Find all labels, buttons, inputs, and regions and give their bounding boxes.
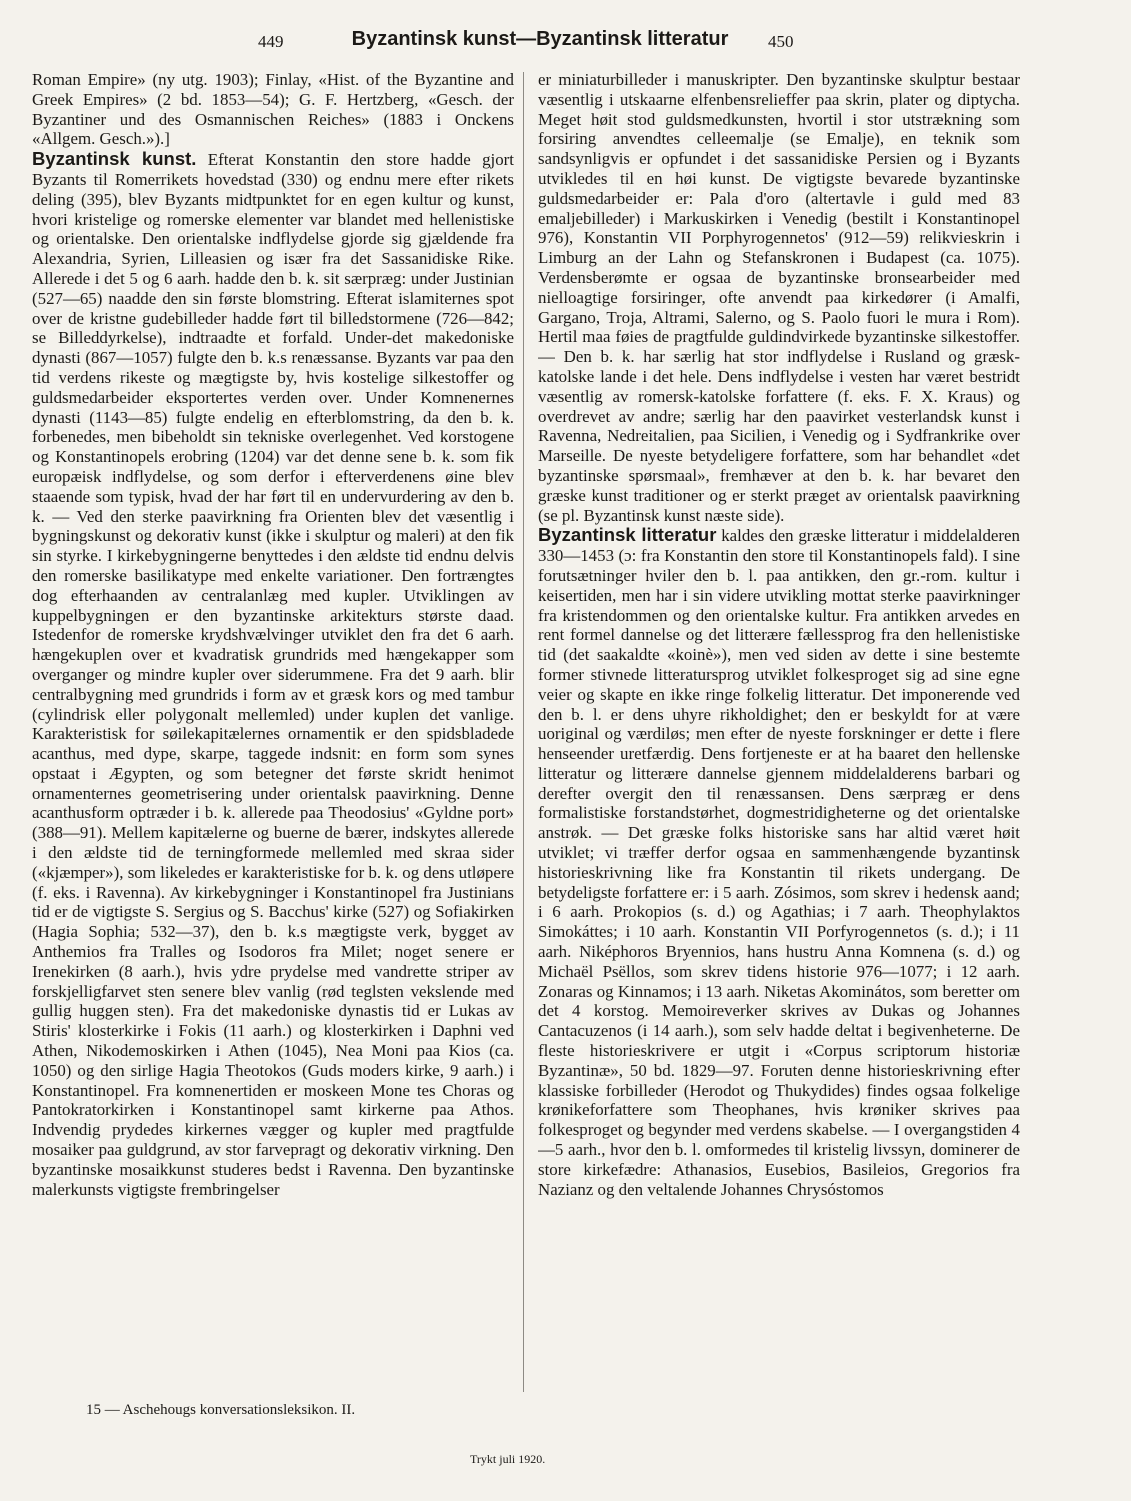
- article-byzantinsk-kunst: [32, 149, 514, 1199]
- article-body: kaldes den græske litteratur i middelalderen 330—1453 (ɔ: fra Konstantin den store til Konstantinopels fald). I sine forutsætninger hviler den b. l. paa antikken, den gr.-rom. kultur i keisertiden, men har i sin videre utvikling mottat sterke paavirkninger fra kristendommen og den orientalske kultur. Fra antikken arvedes en rent formel dannelse og det litterære fællessprog fra den hellenistiske tid (det saakaldte «koinè»), men ved siden av dette i sine bestemte former stivnede litteratursprog utviklet folkesproget sig ad sine egne veier og skapte en ikke ringe folkelig litteratur. Det imponerende ved den b. l. er dens uhyre rikholdighet; den er beskyldt for at være uoriginal og værdiløs; men efter de nyeste forskninger er dette i flere henseender uretfærdig. Dens fortjeneste er at ha baaret den hellenske litteratur og litterære dannelse gjennem middelalderens barbari og derefter overgit den til renæssansen. Dens særpræg er dens formalistiske forstandstørhet, dogmestridigheterne og det orientalske anstrøk. — Det græske folks historiske sans har altid været høit utviklet; vi træffer derfor ogsaa en sammenhængende byzantinsk historieskrivning like fra Konstantin til rikets undergang. De betydeligste forfattere er: i 5 aarh. Zósimos, som skrev i hedensk aand; i 6 aarh. Prokopios (s. d.) og Agathias; i 7 aarh. Theophylaktos Simokáttes; i 10 aarh. Konstantin VII Porfyrogennetos (s. d.); i 11 aarh. Niképhoros Bryennios, hans hustru Anna Komnena (s. d.) og Michaël Psëllos, som skrev tidens historie 976—1077; i 12 aarh. Zonaras og Kinnamos; i 13 aarh. Niketas Akominátos, som beretter om det 4 korstog. Memoireverker skrives av Dukas og Johannes Cantacuzenos (i 14 aarh.), som selv hadde deltat i begivenheterne. De fleste historieskrivere er utgit i «Corpus scriptorum historiæ Byzantinæ», 50 bd. 1829—97. Foruten denne historieskrivning efter klassiske forbilleder (Herodot og Thukydides) findes ogsaa folkelige krønikeforfattere som Theophanes, hvis krøniker skrives paa folkesproget og begynder med verdens skabelse. — I overgangstiden 4—5 aarh., hvor den b. l. omformedes til kristelig livssyn, dominerer de store kirkefædre: Athanasios, Eusebios, Basileios, Gregorios fra Nazianz og den veltalende Johannes Chrysóstomos: [538, 526, 1020, 1199]
- column-divider: [523, 72, 524, 1392]
- page-title: Byzantinsk kunst—Byzantinsk litteratur: [351, 28, 729, 50]
- page-number-right: 450: [768, 32, 794, 51]
- right-column: [538, 70, 1020, 1395]
- page-number-left: 449: [258, 32, 284, 51]
- article-body: Efterat Konstantin den store hadde gjort Byzants til Romerrikets hovedstad (330) og endnu mere efter rikets deling (395), blev Byzants midtpunktet for en egen kultur og kunst, hvori kristelige og romerske elementer var blandet med hellenistiske og orientalske. Den orientalske indflydelse gjorde sig gjældende fra Alexandria, Syrien, Lilleasien og især fra det Sassanidiske Rike. Allerede i det 5 og 6 aarh. hadde den b. k. sit særpræg: under Justinian (527—65) naadde den sin første blomstring. Efterat islamiternes spot over de kristne gudebilleder hadde ført til billedstormene (726—842; se Billeddyrkelse), indtraadte et forfald. Under-det makedoniske dynasti (867—1057) fulgte den b. k.s renæssanse. Byzants var paa den tid verdens rikeste og mægtigste by, hvis kostelige silkestoffer og guldsmedarbeider eksportertes verden over. Under Komnenernes dynasti (1143—85) fulgte endelig en efterblomstring, da den b. k. forbenedes, men bibeholdt sin tekniske overlegenhet. Ved korstogene og Konstantinopels erobring (1204) var det denne sene b. k. som fik europæisk indflydelse, og som derfor i efterverdenens øine blev staaende som typisk, hvad der har ført til en undervurdering av den b. k. — Ved den sterke paavirkning fra Orienten blev det væsentlig i bygningskunst og dekorativ kunst (ikke i skulptur og maleri) at den fik sin styrke. I kirkebygningerne benyttedes i den ældste tid endnu delvis den romerske basilikatype med enkelte variationer. Den fortrængtes dog efterhaanden av centralanlæg med kupler. Utviklingen av kuppelbygningen er den byzantinske arkitekturs største daad. Istedenfor de romerske krydshvælvinger utviklet den fra det 6 aarh. hængekuplen over et kvadratisk grundrids med hængekapper som overganger og mindre kupler over siderummene. Fra det 9 aarh. blir centralbygning med grundrids i form av et græsk kors og med tambur (cylindrisk eller polygonalt mellemled) under kuplen det vanlige. Karakteristisk for søilekapitælernes ornamentik er den spidsbladede acanthus, med dype, skarpe, taggede indsnit: en form som synes opstaat i Ægypten, og som betegner det første skridt henimot ornamenternes geometrisering under orientalsk paavirkning. Denne acanthusform optræder i b. k. allerede paa Theodosius' «Gyldne port» (388—91). Mellem kapitælerne og buerne de bærer, indskytes allerede i den ældste tid de terningformede mellemled med skraa sider («kjæmper»), som likeledes er karakteristiske for b. k. og dens utløpere (f. eks. i Ravenna). Av kirkebygninger i Konstantinopel fra Justinians tid er de vigtigste S. Sergius og S. Bacchus' kirke (527) og Sofiakirken (Hagia Sophia; 532—37), den b. k.s mægtigste verk, bygget av Anthemios fra Tralles og Isodoros fra Milet; noget senere er Irenekirken (8 aarh.), hvis ydre prydelse med vandrette striper av forskjelligfarvet sten senere blev vanlig (rød teglsten vekslende med gullig huggen sten). Fra det makedoniske dynastis tid er Lukas av Stiris' klosterkirke i Fokis (11 aarh.) og klosterkirken i Daphni ved Athen, Nikodemoskirken i Athen (1045), Nea Moni paa Kios (ca. 1050) og den sirlige Hagia Theotokos (Guds moders kirke, 9 aarh.) i Konstantinopel. Fra komnenertiden er moskeen Mone tes Choras og Pantokratorkirken i Konstantinopel samt kirkerne paa Athos. Indvendig prydedes kirkernes vægger og kupler med pragtfulde mosaiker paa guldgrund, av stor farvepragt og dekorativ virkning. Den byzantinske mosaikkunst studeres bedst i Ravenna. Den byzantinske malerkunsts vigtigste frembringelser: [32, 150, 514, 1199]
- article-heading: Byzantinsk litteratur: [538, 524, 717, 546]
- left-column: [32, 70, 514, 1395]
- print-date: Trykt juli 1920.: [470, 1452, 546, 1466]
- article-heading: Byzantinsk kunst.: [32, 148, 197, 170]
- bibliography-continuation: Roman Empire» (ny utg. 1903); Finlay, «Hist. of the Byzantine and Greek Empires» (2 bd. 1853—54); G. F. Hertzberg, «Gesch. der Byzantiner und des Osmannischen Reiches» (1883 i Onckens «Allgem. Gesch.»).]: [32, 70, 514, 149]
- article-byzantinsk-litteratur: [538, 525, 1020, 1199]
- signature-line: 15 — Aschehougs konversationsleksikon. II.: [86, 1402, 356, 1418]
- page-header: [0, 28, 1131, 58]
- article-continuation: er miniaturbilleder i manuskripter. Den byzantinske skulptur bestaar væsentlig i utskaarne elfenbensrelieffer paa skrin, plater og diptycha. Meget høit stod guldsmedkunsten, hvortil i stor utstrækning som forsiring anvendtes celleemalje (se Emalje), en teknik som sandsynligvis er opfundet i det sassanidiske Persien og i Byzants utvikledes til en høi kunst. De vigtigste bevarede byzantinske guldsmedarbeider er: Pala d'oro (altertavle i guld med 83 emaljebilleder) i Markuskirken i Venedig (bestilt i Konstantinopel 976), Konstantin VII Porphyrogennetos' (912—59) relikvieskrin i Limburg an der Lahn og Stefanskronen i Budapest (ca. 1075). Verdensberømte er ogsaa de byzantinske bronsearbeider med nielloagtige forsiringer, ofte anvendt paa kirkedører (i Amalfi, Gargano, Troja, Altrami, Salerno, og S. Paolo fuori le mura i Rom). Hertil maa føies de pragtfulde guldindvirkede byzantinske silkestoffer. — Den b. k. har særlig hat stor indflydelse i Rusland og græsk-katolske lande i det hele. Dens indflydelse i vesten har været bestridt væsentlig av romersk-katolske forfattere (f. eks. F. X. Kraus) og overdrevet av andre; særlig har den paavirket vesterlandsk kunst i Ravenna, Nedreitalien, paa Sicilien, i Venedig og i Sydfrankrike over Marseille. De nyeste betydeligere forfattere, som har behandlet «det byzantinske spørsmaal», fremhæver at den b. k. har bevaret den græske kunst traditioner og er sterkt præget av orientalsk paavirkning (se pl. Byzantinsk kunst næste side).: [538, 70, 1020, 525]
